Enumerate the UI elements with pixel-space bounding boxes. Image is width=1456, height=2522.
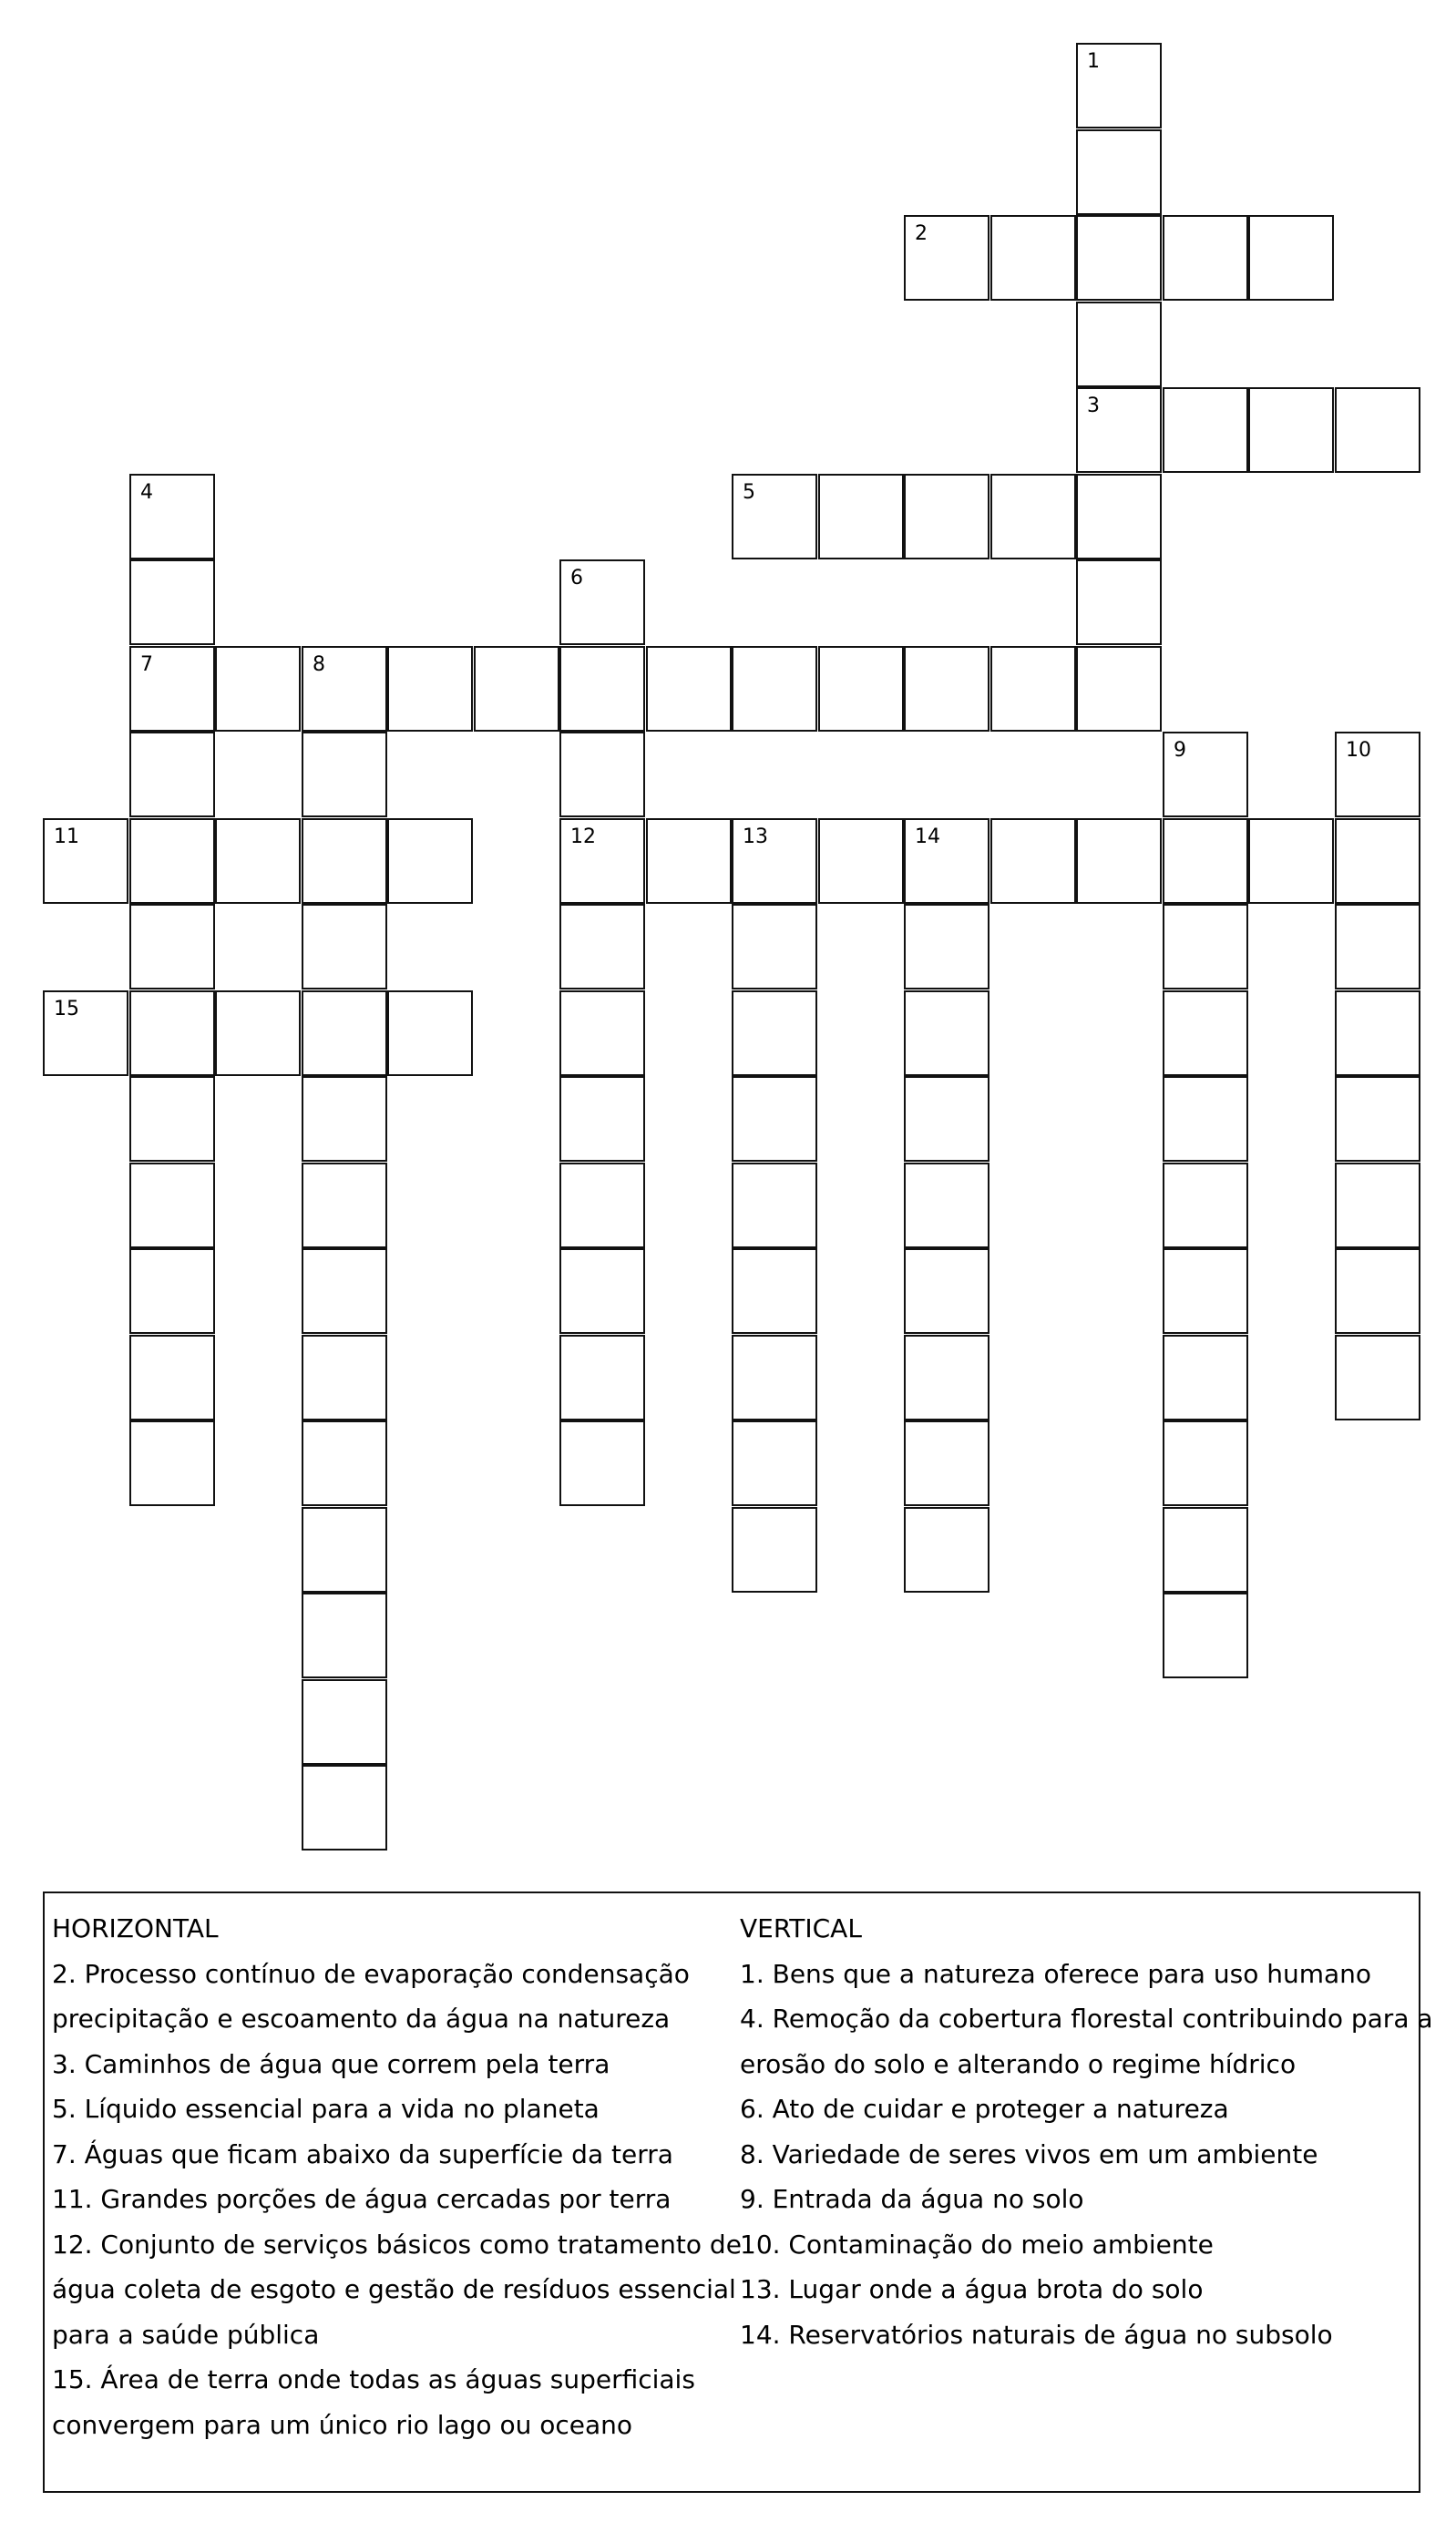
crossword-cell[interactable] [1163,904,1248,989]
crossword-cell[interactable] [1335,990,1420,1076]
crossword-cell[interactable] [302,1076,387,1162]
crossword-cell[interactable] [129,1420,215,1506]
crossword-cell[interactable] [302,1335,387,1420]
crossword-cell[interactable] [215,646,301,732]
clues-box [43,1892,1433,2493]
crossword-cell[interactable] [387,990,473,1076]
crossword-cell[interactable] [302,904,387,989]
crossword-cell[interactable] [904,1335,989,1420]
crossword-cell[interactable] [904,818,989,904]
crossword-cell[interactable] [732,1163,817,1248]
crossword-cell[interactable] [129,990,215,1076]
horizontal-clue-line: 15. Área de terra onde todas as águas superficiais [52,2364,695,2394]
vertical-clue-line: 14. Reservatórios naturais de água no subsolo [740,2319,1333,2350]
crossword-cell[interactable] [1163,818,1248,904]
crossword-cell[interactable] [559,732,645,817]
horizontal-clue-line: convergem para um único rio lago ou oceano [52,2409,633,2440]
crossword-cell[interactable] [1076,302,1162,387]
crossword-cell[interactable] [732,1420,817,1506]
crossword-cell[interactable] [129,818,215,904]
crossword-cell[interactable] [1076,215,1162,301]
crossword-cell[interactable] [1163,1507,1248,1593]
crossword-cell[interactable] [1248,818,1334,904]
horizontal-clues-title: HORIZONTAL [52,1913,219,1943]
clue-number: 7 [140,653,153,676]
horizontal-clue-line: água coleta de esgoto e gestão de resíduos essencial [52,2274,736,2304]
crossword-cell[interactable] [559,559,645,645]
crossword-cell[interactable] [302,990,387,1076]
horizontal-clues [52,1906,742,2447]
crossword-cell[interactable] [1335,732,1420,817]
crossword-cell[interactable] [302,1420,387,1506]
crossword-cell[interactable] [1163,1248,1248,1334]
crossword-cell[interactable] [732,474,817,559]
horizontal-clue-line: 7. Águas que ficam abaixo da superfície da terra [52,2138,673,2169]
crossword-cell[interactable] [129,559,215,645]
crossword-cell[interactable] [732,1248,817,1334]
clue-number: 10 [1346,739,1371,762]
crossword-cell[interactable] [1335,1335,1420,1420]
horizontal-clue-line: 12. Conjunto de serviços básicos como tratamento de [52,2229,742,2260]
crossword-cell[interactable] [129,904,215,989]
vertical-clue-line: 10. Contaminação do meio ambiente [740,2229,1214,2260]
crossword-cell[interactable] [732,904,817,989]
crossword-cell[interactable] [904,1163,989,1248]
crossword-cell[interactable] [990,646,1076,732]
crossword-cell[interactable] [1163,1593,1248,1678]
crossword-cell[interactable] [904,474,989,559]
clue-number: 1 [1087,50,1100,73]
horizontal-clue-line: 2. Processo contínuo de evaporação condensação [52,1958,690,1989]
crossword-cell[interactable] [302,1679,387,1765]
crossword-cell[interactable] [1076,474,1162,559]
clue-number: 4 [140,481,153,504]
horizontal-clue-line: precipitação e escoamento da água na natureza [52,2004,671,2034]
crossword-cell[interactable] [302,732,387,817]
crossword-cell[interactable] [129,1335,215,1420]
crossword-cell[interactable] [1335,818,1420,904]
clue-number: 11 [54,825,79,848]
crossword-cell[interactable] [559,904,645,989]
horizontal-clue-line: 11. Grandes porções de água cercadas por terra [52,2184,672,2214]
crossword-cell[interactable] [904,904,989,989]
crossword-cell[interactable] [129,1248,215,1334]
crossword-cell[interactable] [732,646,817,732]
crossword-cell[interactable] [129,474,215,559]
crossword-cell[interactable] [732,1076,817,1162]
crossword-cell[interactable] [129,1076,215,1162]
crossword-cell[interactable] [302,1248,387,1334]
crossword-cell[interactable] [1076,43,1162,128]
horizontal-clue-line: para a saúde pública [52,2319,320,2350]
vertical-clue-line: 8. Variedade de seres vivos em um ambiente [740,2138,1318,2169]
crossword-cell[interactable] [559,1420,645,1506]
crossword-cell[interactable] [302,1507,387,1593]
clue-number: 12 [570,825,596,848]
crossword-cell[interactable] [387,818,473,904]
crossword-cell[interactable] [559,818,645,904]
crossword-cell[interactable] [1076,818,1162,904]
crossword-cell[interactable] [1248,215,1334,301]
horizontal-clue-line: 5. Líquido essencial para a vida no planeta [52,2094,600,2124]
crossword-cell[interactable] [559,1076,645,1162]
crossword-cell[interactable] [1335,1163,1420,1248]
crossword-cell[interactable] [1163,1335,1248,1420]
vertical-clues-title: VERTICAL [740,1913,862,1943]
crossword-cell[interactable] [904,1248,989,1334]
vertical-clue-line: erosão do solo e alterando o regime hídrico [740,2048,1297,2079]
vertical-clue-line: 1. Bens que a natureza oferece para uso humano [740,1958,1372,1989]
vertical-clue-line: 9. Entrada da água no solo [740,2184,1084,2214]
crossword-cell[interactable] [732,1335,817,1420]
crossword-cell[interactable] [302,1593,387,1678]
vertical-clues [740,1906,1433,2357]
crossword-cell[interactable] [302,818,387,904]
crossword-cell[interactable] [559,646,645,732]
crossword-cell[interactable] [904,1507,989,1593]
clue-number: 5 [743,481,755,504]
crossword-cell[interactable] [1163,732,1248,817]
crossword-cell[interactable] [990,818,1076,904]
crossword-cell[interactable] [646,646,732,732]
clue-number: 14 [915,825,940,848]
crossword-cell[interactable] [732,818,817,904]
clue-number: 2 [915,222,928,245]
crossword-cell[interactable] [1335,1076,1420,1162]
clue-number: 9 [1174,739,1186,762]
crossword-cell[interactable] [474,646,559,732]
clue-number: 3 [1087,395,1100,417]
crossword-cell[interactable] [1076,129,1162,215]
vertical-clue-line: 13. Lugar onde a água brota do solo [740,2274,1204,2304]
crossword-cell[interactable] [1076,646,1162,732]
crossword-cell[interactable] [43,990,128,1076]
crossword-cell[interactable] [646,818,732,904]
crossword-cell[interactable] [1163,1163,1248,1248]
crossword-cell[interactable] [818,474,904,559]
clue-number: 13 [743,825,768,848]
crossword-cell[interactable] [904,215,989,301]
crossword-cell[interactable] [990,215,1076,301]
horizontal-clue-line: 3. Caminhos de água que correm pela terra [52,2048,610,2079]
crossword-cell[interactable] [1163,1076,1248,1162]
crossword-cell[interactable] [732,990,817,1076]
crossword-cell[interactable] [129,1163,215,1248]
crossword-cell[interactable] [559,1248,645,1334]
crossword-cell[interactable] [1163,1420,1248,1506]
crossword-cell[interactable] [1076,387,1162,473]
crossword-cell[interactable] [1248,387,1334,473]
clue-number: 6 [570,567,583,589]
crossword-cell[interactable] [215,818,301,904]
crossword-cell[interactable] [559,1335,645,1420]
crossword-cell[interactable] [904,1420,989,1506]
crossword-cell[interactable] [1076,559,1162,645]
crossword-cell[interactable] [302,646,387,732]
clue-number: 15 [54,998,79,1020]
crossword-cell[interactable] [129,732,215,817]
crossword-cell[interactable] [129,646,215,732]
crossword-cell[interactable] [387,646,473,732]
crossword-cell[interactable] [904,646,989,732]
crossword-cell[interactable] [1163,990,1248,1076]
crossword-cell[interactable] [302,1765,387,1850]
crossword-cell[interactable] [990,474,1076,559]
crossword-cell[interactable] [904,1076,989,1162]
crossword-cell[interactable] [559,990,645,1076]
crossword-cell[interactable] [559,1163,645,1248]
crossword-cell[interactable] [1335,904,1420,989]
crossword-cell[interactable] [904,990,989,1076]
crossword-cell[interactable] [818,818,904,904]
crossword-cell[interactable] [1163,215,1248,301]
crossword-cell[interactable] [818,646,904,732]
clue-number: 8 [313,653,325,676]
crossword-cell[interactable] [1335,1248,1420,1334]
crossword-cell[interactable] [43,818,128,904]
crossword-cell[interactable] [732,1507,817,1593]
vertical-clue-line: 6. Ato de cuidar e proteger a natureza [740,2094,1229,2124]
crossword-cell[interactable] [1163,387,1248,473]
crossword-cell[interactable] [302,1163,387,1248]
vertical-clue-line: 4. Remoção da cobertura florestal contribuindo para a [740,2004,1433,2034]
crossword-cell[interactable] [1335,387,1420,473]
crossword-cell[interactable] [215,990,301,1076]
